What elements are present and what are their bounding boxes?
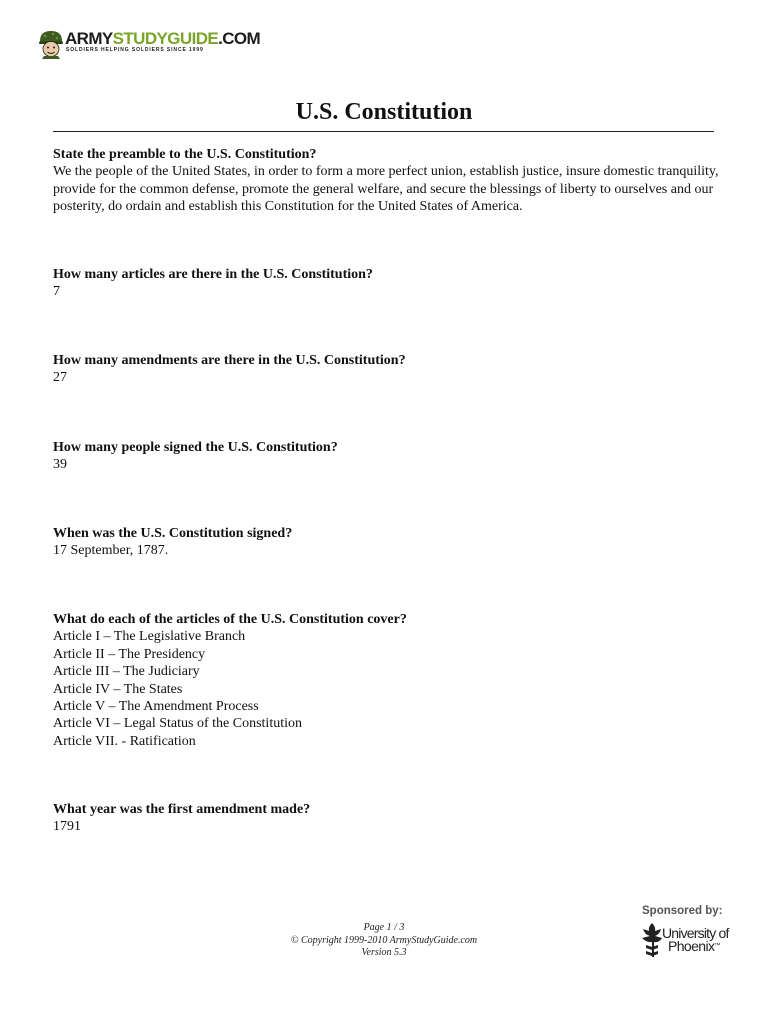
answer-text: We the people of the United States, in order to form a more perfect union, establish justice, insure domestic tranquility, provide for the common defense, promote the general welfare, and secure the blessings of liberty to ourselves and our posterity, do ordain and establish this Constitution for the United States of America. (53, 164, 719, 215)
sponsor-label: Sponsored by: (642, 905, 723, 917)
answer-line: Article V – The Amendment Process (53, 699, 259, 715)
trademark-symbol: ™ (714, 943, 721, 949)
answer-line: Article II – The Presidency (53, 646, 206, 662)
qa-block-articles-count (53, 266, 723, 301)
qa-block-signers-count (53, 439, 723, 474)
question-text: State the preamble to the U.S. Constitution? (53, 147, 317, 162)
answer-text: 17 September, 1787. (53, 543, 169, 559)
page-number: Page 1 / 3 (363, 922, 405, 933)
sponsor-name-line2 (668, 939, 720, 953)
answer-text: 27 (53, 370, 67, 386)
question-text: How many articles are there in the U.S. Constitution? (53, 267, 373, 282)
answer-line: Article VII. - Ratification (53, 733, 196, 749)
page-title: U.S. Constitution (295, 99, 473, 125)
answer-line: Article VI – Legal Status of the Constitution (53, 716, 302, 732)
logo-wordmark (65, 30, 260, 48)
sponsor-name-phoenix: Phoenix (668, 938, 715, 954)
logo-word-studyguide: STUDYGUIDE (112, 29, 219, 48)
qa-block-amendments-count (53, 352, 723, 387)
answer-line: Article I – The Legislative Branch (53, 629, 246, 645)
answer-text: 39 (53, 457, 67, 473)
question-text: What do each of the articles of the U.S. Constitution cover? (53, 612, 407, 627)
qa-block-articles-list (53, 611, 723, 750)
copyright-text: © Copyright 1999-2010 ArmyStudyGuide.com (290, 934, 478, 946)
title-divider (53, 131, 714, 132)
logo-word-army: ARMY (65, 29, 113, 48)
answer-line: Article IV – The States (53, 681, 183, 697)
question-text: How many people signed the U.S. Constitution? (53, 440, 338, 455)
version-text: Version 5.3 (361, 947, 407, 958)
logo-tagline: SOLDIERS HELPING SOLDIERS SINCE 1999 (66, 47, 204, 53)
qa-block-first-amendment-year (53, 801, 723, 836)
question-text: What year was the first amendment made? (53, 802, 311, 817)
sponsor-name-line1: University of (662, 925, 729, 941)
answer-line: Article III – The Judiciary (53, 664, 200, 680)
qa-block-signed-date (53, 525, 723, 560)
question-text: When was the U.S. Constitution signed? (53, 526, 293, 541)
qa-block-preamble (53, 146, 723, 216)
answer-text: 1791 (53, 819, 81, 835)
sponsor-block (636, 905, 746, 965)
question-text: How many amendments are there in the U.S. Constitution? (53, 353, 406, 368)
armystudyguide-logo (38, 29, 261, 59)
answer-text: 7 (53, 284, 60, 300)
soldier-helmet-icon (38, 29, 64, 59)
phoenix-bird-icon (640, 921, 664, 959)
logo-word-com: .COM (218, 29, 261, 48)
